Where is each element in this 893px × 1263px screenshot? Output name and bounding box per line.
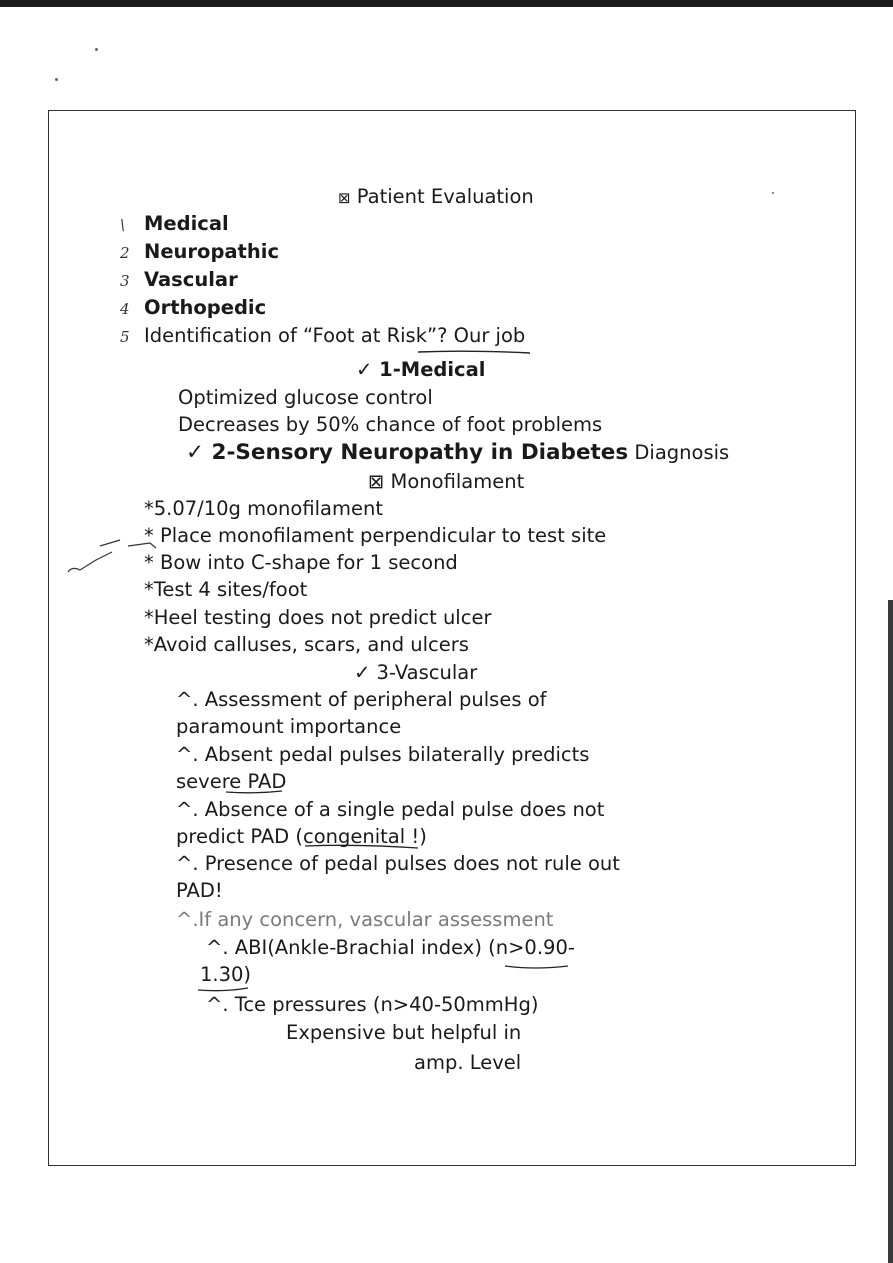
vascular-line: predict PAD (congenital !) [176, 825, 427, 848]
underline-abi-end [198, 988, 248, 991]
outline-number: 2 [120, 244, 130, 262]
vascular-line: severe PAD [176, 770, 287, 793]
underline-our-job [418, 351, 530, 353]
list-item: *Heel testing does not predict ulcer [144, 606, 492, 629]
list-item: * Place monofilament perpendicular to test site [144, 524, 607, 547]
vascular-line: paramount importance [176, 715, 402, 738]
outline-item: Neuropathic [144, 240, 280, 263]
list-item: *5.07/10g monofilament [144, 497, 383, 520]
title-bullet-icon: ⊠ [338, 189, 351, 207]
section-line: Optimized glucose control [178, 386, 433, 409]
subheading-monofilament: ⊠ Monofilament [368, 470, 525, 493]
section-heading-medical: ✓ 1-Medical [356, 358, 486, 381]
section-heading-vascular: ✓ 3-Vascular [354, 661, 478, 684]
page-title: ⊠ Patient Evaluation [338, 185, 534, 208]
outline-number: 3 [120, 272, 130, 290]
list-item: *Test 4 sites/foot [144, 578, 308, 601]
vascular-line: Expensive but helpful in [286, 1021, 522, 1044]
section-heading-neuropathy: ✓ 2-Sensory Neuropathy in Diabetes Diagnosis [186, 440, 730, 465]
outline-item: Medical [144, 212, 229, 235]
vascular-line: amp. Level [414, 1051, 522, 1074]
vascular-line: ^.If any concern, vascular assessment [176, 908, 554, 931]
outline-item: Identification of “Foot at Risk”? Our job [144, 324, 526, 347]
vascular-line: ^. Absence of a single pedal pulse does not [176, 798, 605, 821]
vascular-line: ^. Assessment of peripheral pulses of [176, 688, 547, 711]
pen-scribble-margin [68, 540, 120, 572]
underline-abi-value [505, 966, 568, 968]
outline-number: 5 [120, 328, 130, 346]
section-line: Decreases by 50% chance of foot problems [178, 413, 603, 436]
vascular-line: ^. ABI(Ankle-Brachial index) (n>0.90- [206, 936, 575, 959]
outline-item: Orthopedic [144, 296, 267, 319]
list-item: *Avoid calluses, scars, and ulcers [144, 633, 469, 656]
outline-item: Vascular [144, 268, 238, 291]
vascular-line: ^. Absent pedal pulses bilaterally predicts [176, 743, 590, 766]
list-item: * Bow into C-shape for 1 second [144, 551, 458, 574]
outline-number: \ [120, 216, 126, 234]
vascular-line: ^. Presence of pedal pulses does not rule out [176, 852, 620, 875]
vascular-line: 1.30) [200, 963, 252, 986]
vascular-line: PAD! [176, 879, 223, 902]
outline-number: 4 [120, 300, 130, 318]
vascular-line: ^. Tce pressures (n>40-50mmHg) [206, 993, 539, 1016]
